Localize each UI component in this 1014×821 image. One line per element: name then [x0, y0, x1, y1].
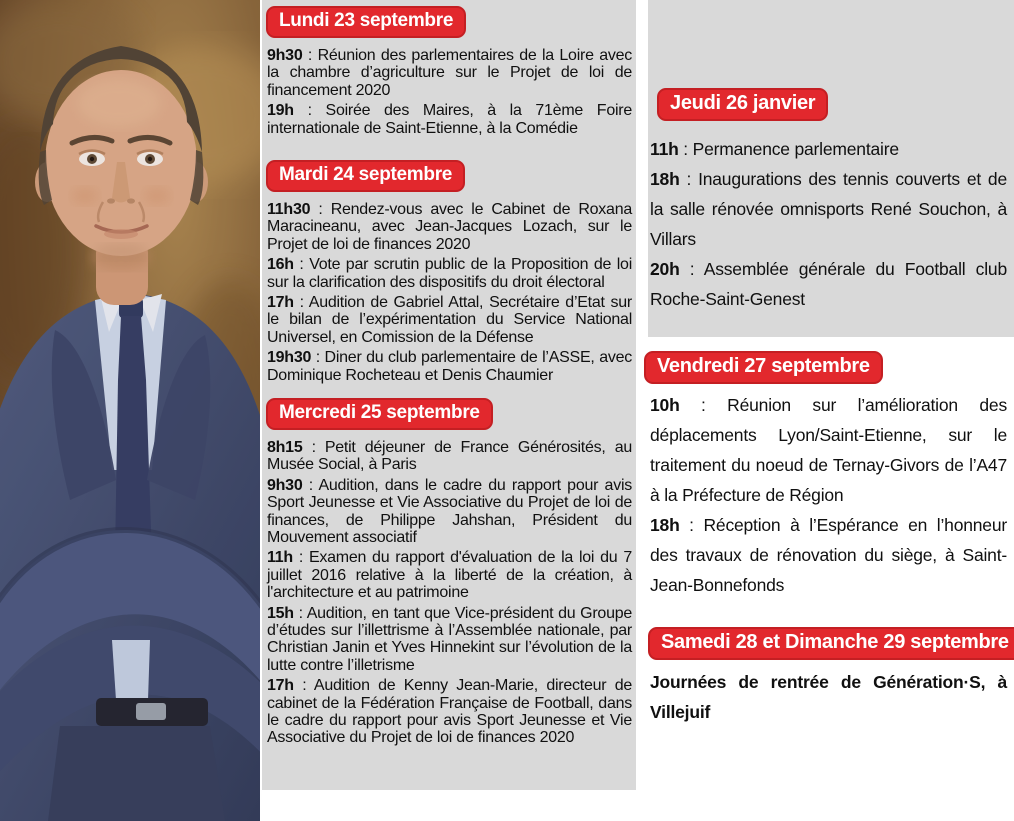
entry-separator: :	[679, 259, 704, 279]
portrait-illustration	[0, 0, 260, 821]
portrait-photo	[0, 0, 260, 821]
entry-time: 19h	[267, 102, 294, 120]
agenda-entry	[267, 102, 632, 137]
entry-separator: :	[302, 476, 319, 494]
entry-time: 16h	[267, 256, 294, 274]
entry-separator: :	[293, 293, 309, 311]
entry-text: Réunion des parlementaires de la Loire avec la chambre d’agriculture sur le Projet de loi de financement 2020	[267, 46, 632, 99]
entry-text: Audition de Kenny Jean-Marie, directeur de cabinet de la Fédération Française de Football, dans le cadre du rapport pour avis Sport Jeunesse et Vie Associative du Projet de loi de finances 2020	[267, 677, 633, 747]
agenda-entry	[267, 549, 632, 601]
entry-text: Audition de Gabriel Attal, Secrétaire d’Etat sur le bilan de l’expérimentation du Service National Universel, en Comission de la Défense	[267, 293, 633, 346]
day-banner-samedi: Samedi 28 et Dimanche 29 septembre	[648, 627, 1014, 660]
entry-separator: :	[310, 200, 331, 218]
agenda-entry	[267, 677, 632, 747]
entry-text: Audition, dans le cadre du rapport pour avis Sport Jeunesse et Vie Associative du Projet de loi de finances, de Philippe Jahshan, Président du Mouvement associatif	[267, 476, 633, 546]
entry-time: 17h	[267, 677, 294, 695]
entry-time: 17h	[267, 293, 294, 311]
entry-separator: :	[311, 349, 325, 367]
agenda-entry	[267, 439, 632, 474]
entry-text: Examen du rapport d'évaluation de la loi du 7 juillet 2016 relative à la liberté de la création, à l'architecture et au patrimoine	[267, 549, 632, 602]
entry-separator: :	[678, 139, 693, 159]
entry-text: Vote par scrutin public de la Proposition de loi sur la clarification des dispositifs du droit électoral	[267, 256, 632, 291]
day-banner-mardi: Mardi 24 septembre	[266, 160, 465, 192]
agenda-entry	[650, 164, 1007, 254]
day-banner-lundi: Lundi 23 septembre	[266, 6, 466, 38]
entry-time: 11h	[267, 549, 293, 567]
entry-time: 11h30	[267, 200, 311, 218]
agenda-column-right	[650, 0, 1007, 727]
entry-separator: :	[679, 169, 699, 189]
agenda-entry	[267, 294, 632, 346]
agenda-entry	[267, 47, 632, 99]
entry-text: Diner du club parlementaire de l’ASSE, avec Dominique Rocheteau et Denis Chaumier	[267, 349, 632, 384]
entry-separator: :	[292, 549, 309, 567]
entry-time: 9h30	[267, 46, 303, 64]
agenda-entry	[267, 605, 632, 675]
day-banner-vendredi: Vendredi 27 septembre	[644, 351, 883, 384]
entry-text: Petit déjeuner de France Générosités, au Musée Social, à Paris	[267, 438, 632, 474]
entry-text: Assemblée générale du Football club Roche-Saint-Genest	[650, 259, 1007, 309]
entry-text: Inaugurations des tennis couverts et de la salle rénovée omnisports René Souchon, à Villars	[650, 169, 1007, 249]
agenda-column-middle	[267, 0, 632, 750]
agenda-entry	[650, 510, 1007, 600]
entry-time: 18h	[650, 169, 680, 189]
entry-separator: :	[679, 395, 728, 415]
entry-text: Soirée des Maires, à la 71ème Foire internationale de Saint-Etienne, à la Comédie	[267, 102, 632, 137]
entry-separator: :	[293, 102, 326, 120]
entry-time: 8h15	[267, 438, 303, 456]
entry-time: 11h	[650, 139, 679, 159]
entry-separator: :	[679, 515, 704, 535]
entry-separator: :	[302, 438, 325, 456]
entry-text: Réunion sur l’amélioration des déplacements Lyon/Saint-Etienne, sur le traitement du noeud de Ternay-Givors de l’A47 à la Préfecture de Région	[650, 395, 1007, 505]
entry-separator: :	[293, 677, 314, 695]
entry-separator: :	[293, 604, 307, 622]
entry-text: Audition, en tant que Vice-président du Groupe d’études sur l’illettrisme à l’Assemblée nationale, par Christian Janin et Yves Hinnekint sur l’évolution de la lutte contre l’illetrisme	[267, 604, 633, 674]
entry-separator: :	[302, 46, 318, 64]
entry-time: 15h	[267, 604, 294, 622]
agenda-entry	[267, 201, 632, 253]
agenda-entry	[267, 256, 632, 291]
entry-separator: :	[293, 256, 310, 274]
agenda-entry	[650, 254, 1007, 314]
entry-time: 20h	[650, 259, 680, 279]
entry-time: 19h30	[267, 349, 312, 367]
entry-time: 10h	[650, 395, 680, 415]
agenda-entry-weekend: Journées de rentrée de Génération·S, à Villejuif	[650, 672, 1007, 722]
entry-time: 9h30	[267, 476, 303, 494]
agenda-entry	[267, 349, 632, 384]
day-banner-mercredi: Mercredi 25 septembre	[266, 398, 493, 430]
agenda-entry	[650, 134, 1007, 164]
entry-text: Permanence parlementaire	[692, 139, 899, 159]
day-banner-jeudi: Jeudi 26 janvier	[657, 88, 828, 121]
entry-time: 18h	[650, 515, 680, 535]
entry-text: Rendez-vous avec le Cabinet de Roxana Maracineanu, avec Jean-Jacques Lozach, sur le Projet de loi de finances 2020	[267, 200, 632, 253]
agenda-entry	[650, 390, 1007, 510]
entry-text: Réception à l’Espérance en l’honneur des travaux de rénovation du siège, à Saint-Jean-Bonnefonds	[650, 515, 1007, 595]
agenda-entry	[267, 477, 632, 547]
